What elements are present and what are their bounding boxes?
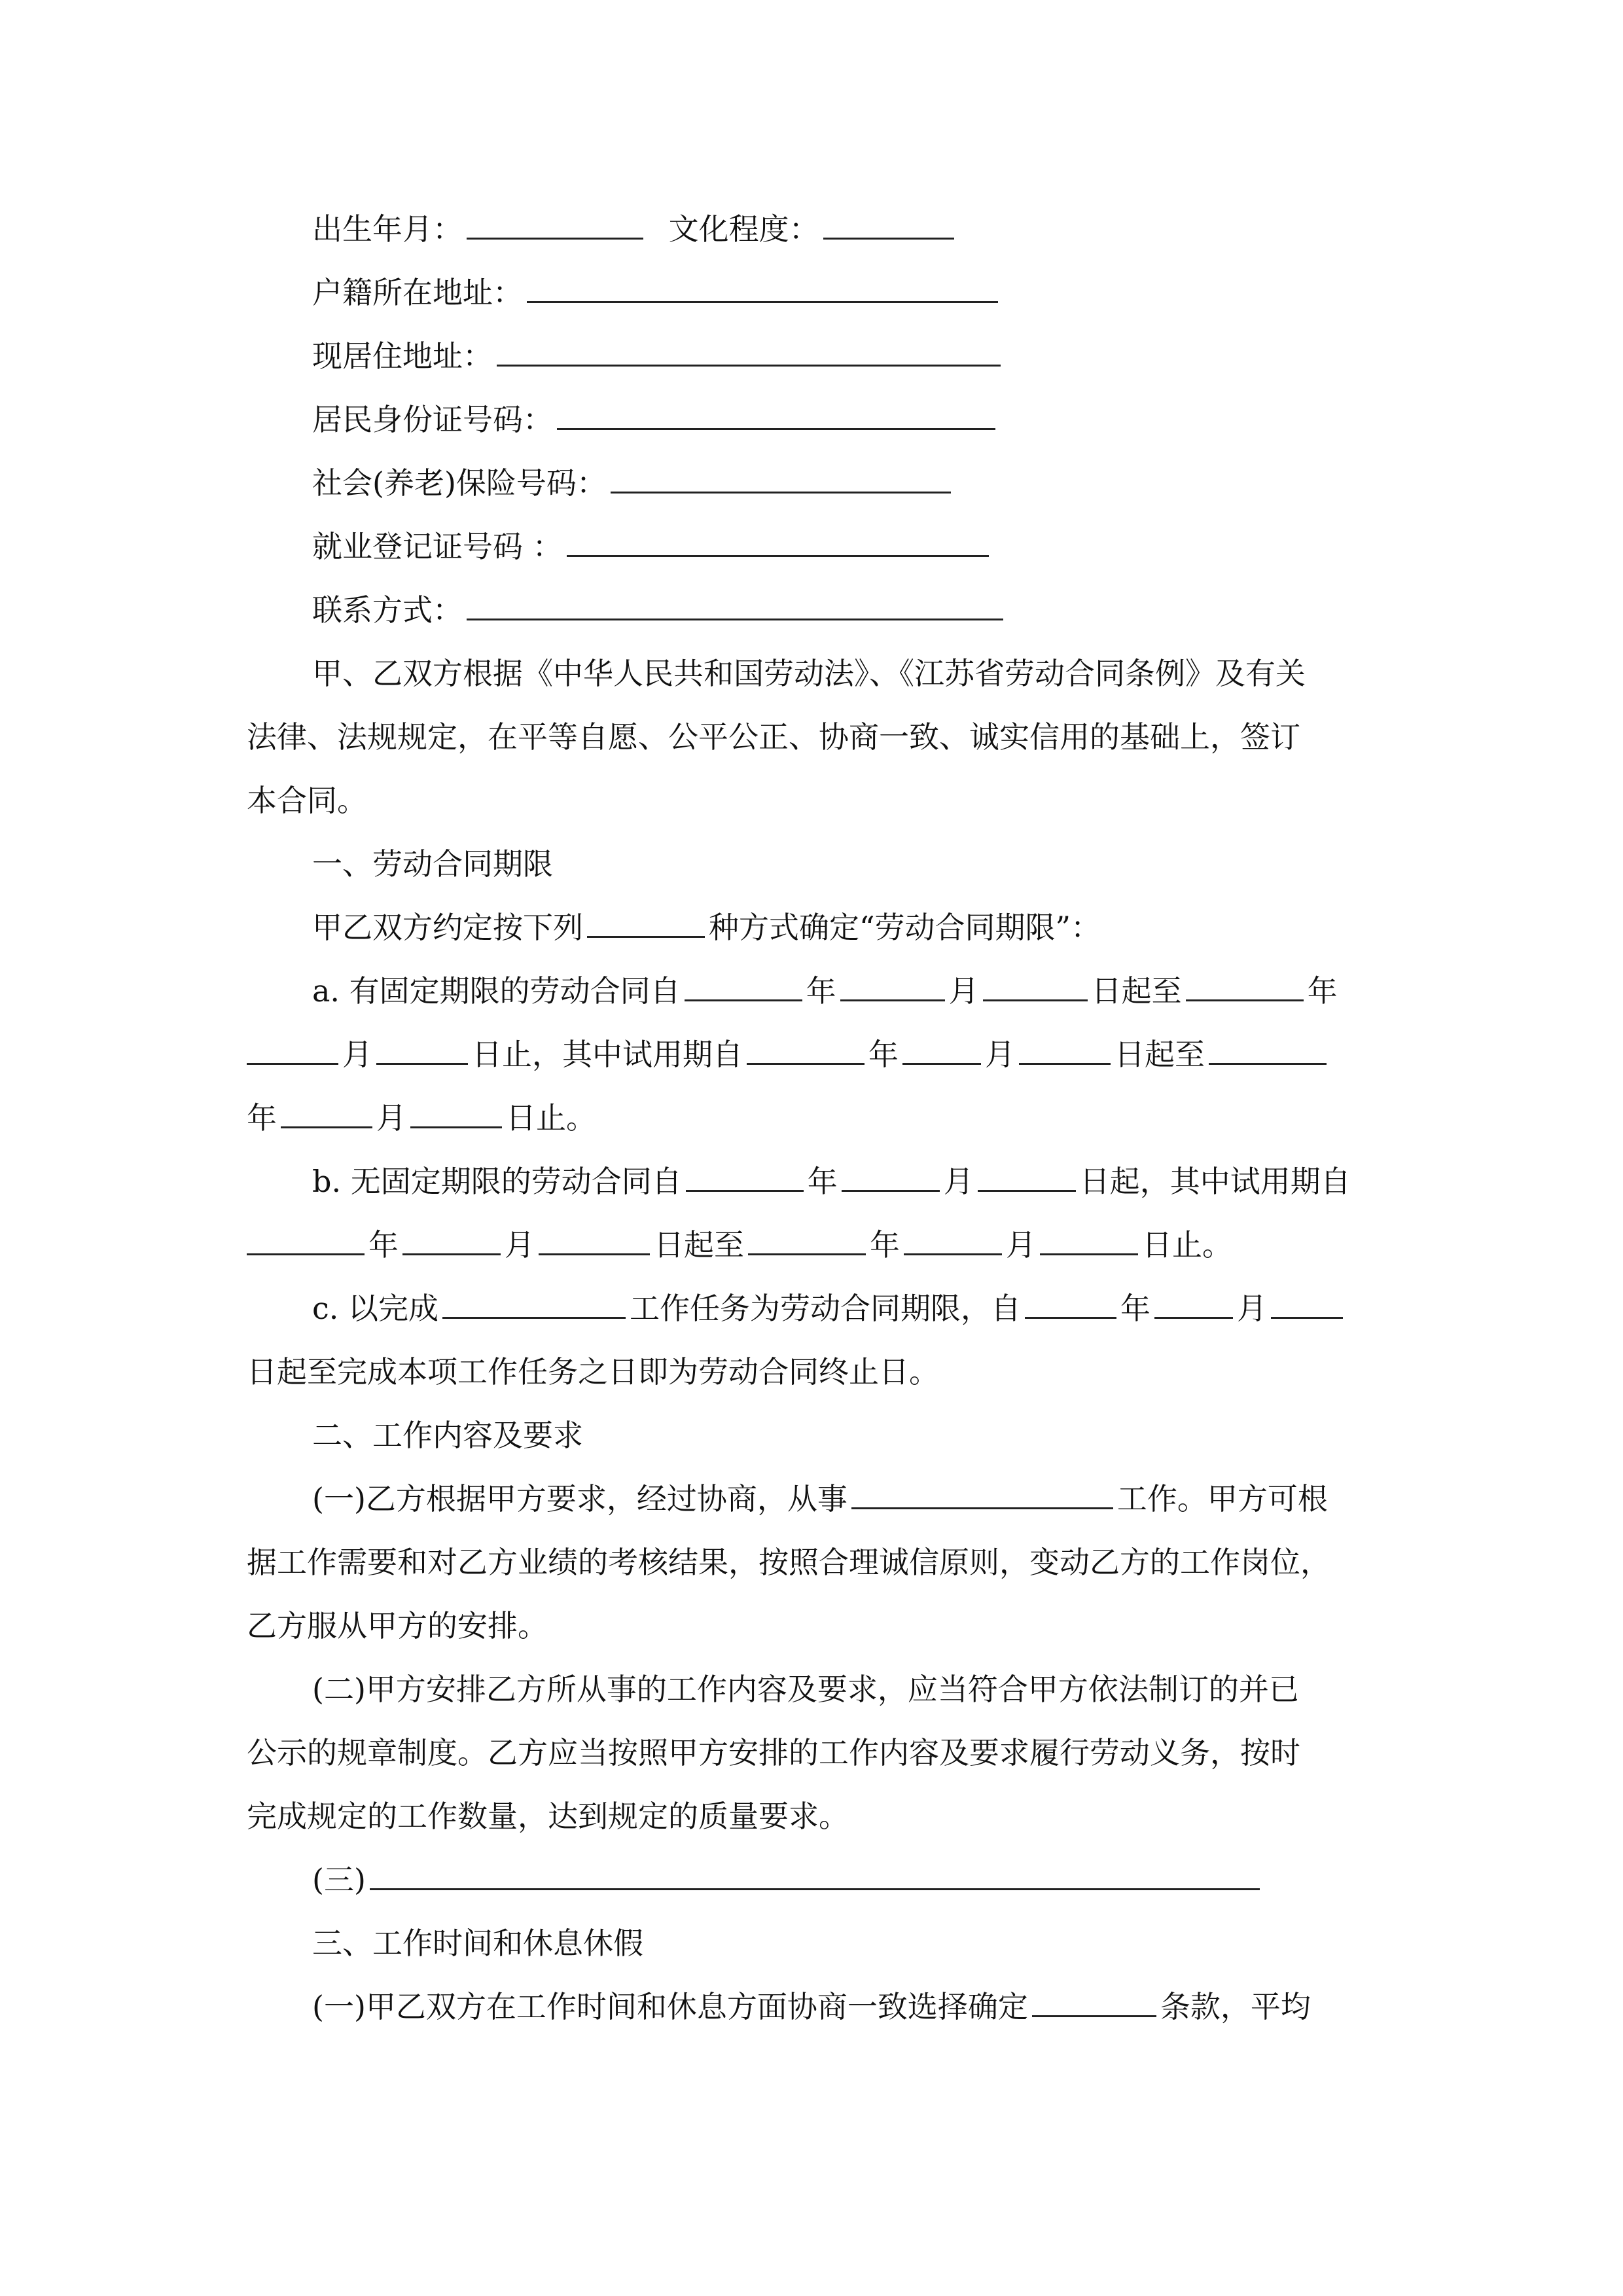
a-trial-end-year-field[interactable] <box>1209 1030 1327 1065</box>
residence-field[interactable] <box>497 332 1001 367</box>
b-start-day-field[interactable] <box>978 1157 1076 1192</box>
preamble-line-3: 本合同。 <box>247 783 367 818</box>
year-label: 年 <box>806 973 836 1009</box>
section2-p3-field[interactable] <box>370 1856 1260 1890</box>
day-stop-trial-label: 日止，其中试用期自 <box>472 1037 743 1072</box>
section3-p1-suffix: 条款，平均 <box>1160 1989 1311 2024</box>
clause-b-line-2 <box>247 1213 1232 1277</box>
a-trial-start-year-field[interactable] <box>747 1030 865 1065</box>
section2-p1-suffix: 工作。甲方可根 <box>1116 1481 1328 1516</box>
insurance-row <box>312 452 955 515</box>
year-label: 年 <box>247 1100 277 1136</box>
clause-c-middle: 工作任务为劳动合同期限，自 <box>630 1291 1022 1326</box>
a-end-month-field[interactable] <box>247 1030 338 1065</box>
month-label: 月 <box>505 1227 535 1263</box>
section2-p2-line-2: 公示的规章制度。乙方应当按照甲方安排的工作内容及要求履行劳动义务，按时 <box>247 1735 1300 1770</box>
section2-heading: 二、工作内容及要求 <box>312 1418 583 1453</box>
contact-field[interactable] <box>467 586 1003 620</box>
a-trial-end-month-field[interactable] <box>281 1094 372 1128</box>
day-from-to-label: 日起至 <box>654 1227 744 1263</box>
year-label: 年 <box>1120 1291 1151 1326</box>
section1-intro-prefix: 甲乙双方约定按下列 <box>312 910 583 945</box>
section3-heading: 三、工作时间和休息休假 <box>312 1926 643 1961</box>
term-method-field[interactable] <box>587 903 705 938</box>
section2-p2-line-3: 完成规定的工作数量，达到规定的质量要求。 <box>247 1799 849 1834</box>
b-start-year-field[interactable] <box>686 1157 804 1192</box>
contact-row <box>312 579 1007 642</box>
month-label: 月 <box>342 1037 372 1072</box>
c-start-month-field[interactable] <box>1154 1284 1233 1319</box>
b-trial-end-month-field[interactable] <box>904 1221 1002 1255</box>
month-label: 月 <box>376 1100 406 1136</box>
job-field[interactable] <box>851 1475 1113 1509</box>
section3-p1-line-1 <box>312 1975 1311 2039</box>
b-trial-start-month-field[interactable] <box>402 1221 501 1255</box>
clause-a-line-2 <box>247 1023 1330 1086</box>
c-start-year-field[interactable] <box>1025 1284 1116 1319</box>
a-start-month-field[interactable] <box>840 967 945 1001</box>
section2-p3-row <box>312 1848 1264 1912</box>
month-label: 月 <box>1237 1291 1268 1326</box>
year-label: 年 <box>368 1227 399 1263</box>
c-start-day-field[interactable] <box>1271 1284 1343 1319</box>
b-trial-start-year-field[interactable] <box>247 1221 365 1255</box>
birth-field[interactable] <box>467 205 643 240</box>
education-label: 文化程度： <box>668 211 819 247</box>
section1-intro-suffix: 种方式确定“劳动合同期限”： <box>709 910 1101 945</box>
hukou-row <box>312 261 1002 325</box>
day-stop-label: 日止。 <box>1142 1227 1232 1263</box>
day-from-to-label: 日起至 <box>1091 973 1182 1009</box>
contact-label: 联系方式： <box>312 592 463 628</box>
clause-a-prefix: a. 有固定期限的劳动合同自 <box>312 973 681 1009</box>
section2-p1-prefix: (一)乙方根据甲方要求，经过协商，从事 <box>312 1481 847 1516</box>
employment-reg-label: 就业登记证号码 ： <box>312 529 563 564</box>
birth-label: 出生年月： <box>312 211 463 247</box>
id-row <box>312 388 999 452</box>
section2-p2-line-1: (二)甲方安排乙方所从事的工作内容及要求，应当符合甲方依法制订的并已 <box>312 1672 1299 1707</box>
residence-row <box>312 325 1005 388</box>
clause-c-line-1 <box>312 1277 1347 1340</box>
section2-p3-label: (三) <box>312 1862 366 1897</box>
section2-p1-line-2: 据工作需要和对乙方业绩的考核结果，按照合理诚信原则，变动乙方的工作岗位， <box>247 1545 1330 1580</box>
residence-label: 现居住地址： <box>312 338 493 374</box>
section3-p1-prefix: (一)甲乙双方在工作时间和休息方面协商一致选择确定 <box>312 1989 1028 2024</box>
section1-heading: 一、劳动合同期限 <box>312 846 553 882</box>
clause-c-line-2: 日起至完成本项工作任务之日即为劳动合同终止日。 <box>247 1354 939 1390</box>
a-end-day-field[interactable] <box>376 1030 468 1065</box>
id-label: 居民身份证号码： <box>312 402 553 437</box>
clause-b-prefix: b. 无固定期限的劳动合同自 <box>312 1164 682 1199</box>
section2-p1-line-1 <box>312 1467 1328 1531</box>
month-label: 月 <box>948 973 979 1009</box>
b-trial-start-day-field[interactable] <box>539 1221 650 1255</box>
year-label: 年 <box>870 1227 900 1263</box>
month-label: 月 <box>943 1164 974 1199</box>
year-label: 年 <box>1307 973 1338 1009</box>
year-label: 年 <box>807 1164 838 1199</box>
preamble-line-1: 甲、乙双方根据《中华人民共和国劳动法》、《江苏省劳动合同条例》及有关 <box>312 656 1306 691</box>
day-from-trial-label: 日起，其中试用期自 <box>1079 1164 1351 1199</box>
clause-c-prefix: c. 以完成 <box>312 1291 439 1326</box>
insurance-label: 社会(养老)保险号码： <box>312 465 607 501</box>
preamble-line-2: 法律、法规规定，在平等自愿、公平公正、协商一致、诚实信用的基础上，签订 <box>247 719 1300 755</box>
section1-intro <box>312 896 1101 960</box>
hukou-label: 户籍所在地址： <box>312 275 523 310</box>
id-field[interactable] <box>557 395 995 430</box>
education-field[interactable] <box>823 205 954 240</box>
b-trial-end-day-field[interactable] <box>1040 1221 1138 1255</box>
employment-reg-row <box>312 515 993 579</box>
a-trial-start-day-field[interactable] <box>1019 1030 1111 1065</box>
work-hours-clause-field[interactable] <box>1032 1982 1156 2017</box>
month-label: 月 <box>1006 1227 1036 1263</box>
day-stop-label: 日止。 <box>506 1100 596 1136</box>
day-from-to-label: 日起至 <box>1115 1037 1205 1072</box>
a-end-year-field[interactable] <box>1186 967 1304 1001</box>
insurance-field[interactable] <box>611 459 951 493</box>
section2-p1-line-3: 乙方服从甲方的安排。 <box>247 1608 548 1643</box>
c-task-field[interactable] <box>442 1284 626 1319</box>
clause-a-line-3 <box>247 1086 596 1150</box>
a-start-year-field[interactable] <box>685 967 802 1001</box>
year-label: 年 <box>868 1037 899 1072</box>
hukou-field[interactable] <box>527 268 998 303</box>
a-trial-start-month-field[interactable] <box>902 1030 981 1065</box>
birth-education-row <box>312 198 958 261</box>
a-start-day-field[interactable] <box>983 967 1088 1001</box>
a-trial-end-day-field[interactable] <box>410 1094 502 1128</box>
clause-a-line-1 <box>312 960 1338 1023</box>
clause-b-line-1 <box>312 1150 1351 1213</box>
employment-reg-field[interactable] <box>567 522 989 557</box>
b-trial-end-year-field[interactable] <box>748 1221 866 1255</box>
month-label: 月 <box>985 1037 1015 1072</box>
b-start-month-field[interactable] <box>842 1157 940 1192</box>
